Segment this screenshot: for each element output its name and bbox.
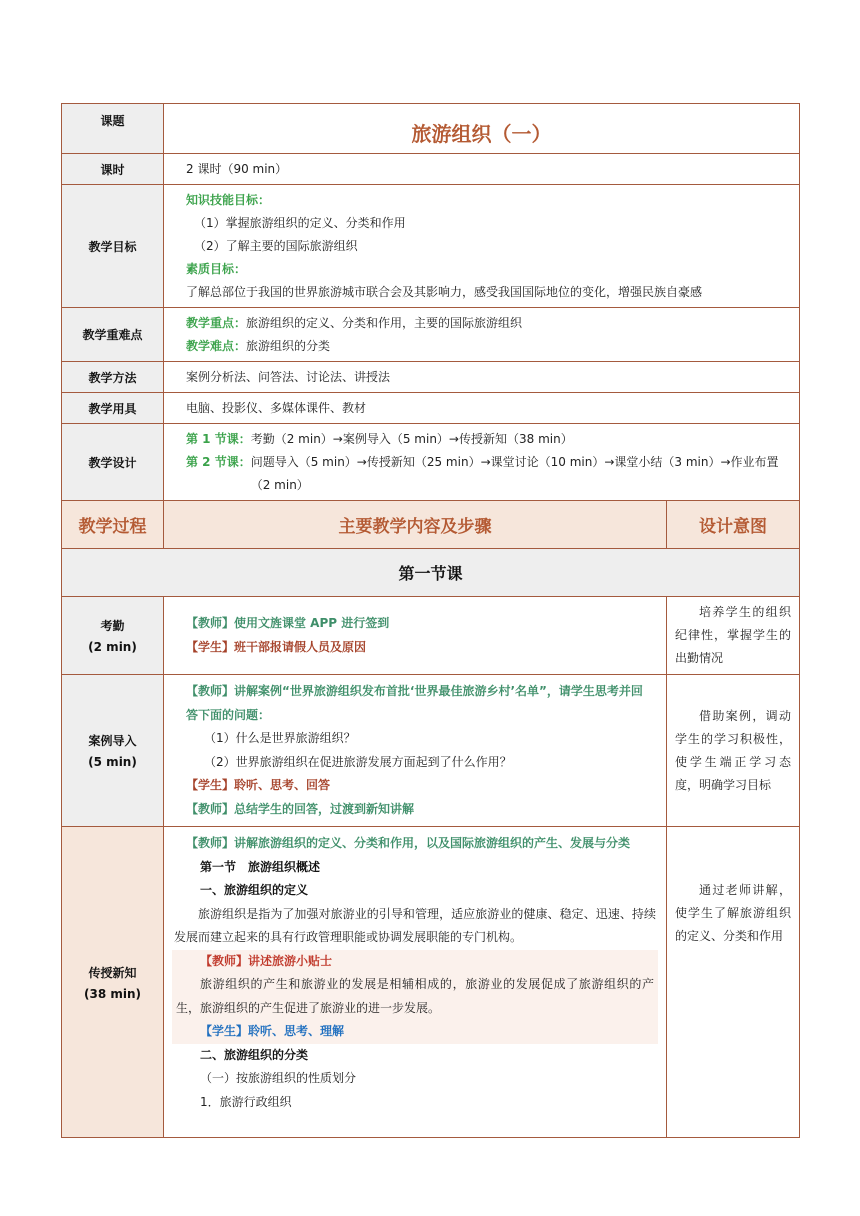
page-title: 旅游组织（一） <box>164 104 800 154</box>
design-content <box>164 424 800 501</box>
case-teacher: 【教师】讲解案例“世界旅游组织发布首批‘世界最佳旅游乡村’名单”，请学生思考并回答下面的问题： <box>186 684 643 722</box>
keypoints-label: 教学重难点 <box>62 308 164 362</box>
topic-label: 课题 <box>62 104 164 154</box>
new-label: 传授新知 <box>88 965 137 980</box>
new-teacher: 【教师】讲解旅游组织的定义、分类和作用，以及国际旅游组织的产生、发展与分类 <box>186 836 631 850</box>
case-q2: （2）世界旅游组织在促进旅游发展方面起到了什么作用？ <box>204 754 512 769</box>
hours-label: 课时 <box>62 154 164 185</box>
lesson2-title: 第 2 节课： <box>186 455 251 469</box>
design-label: 教学设计 <box>62 424 164 501</box>
attendance-time: (2 min) <box>88 640 137 654</box>
tools-value: 电脑、投影仪、多媒体课件、教材 <box>164 393 800 424</box>
attendance-intent: 培养学生的组织纪律性，掌握学生的出勤情况 <box>667 597 800 675</box>
attendance-content <box>164 597 667 675</box>
new-sub1: 一、旅游组织的定义 <box>200 883 309 897</box>
case-student: 【学生】聆听、思考、回答 <box>186 778 331 792</box>
new-definition: 旅游组织是指为了加强对旅游业的引导和管理，适应旅游业的健康、稳定、迅速、持续发展而建立起来的具有行政管理职能或协调发展职能的专门机构。 <box>174 906 656 944</box>
lesson-plan-table <box>61 103 800 1138</box>
lesson-plan <box>61 103 799 1138</box>
attendance-teacher: 【教师】使用文旌课堂 APP 进行签到 <box>186 616 390 630</box>
lesson1-flow: 考勤（2 min）→案例导入（5 min）→传授新知（38 min） <box>250 432 573 446</box>
new-content <box>164 827 667 1138</box>
attendance-label-cell <box>62 597 164 675</box>
case-q1: （1）什么是世界旅游组织？ <box>204 731 356 745</box>
knowledge-title: 知识技能目标： <box>186 193 271 207</box>
column-process: 教学过程 <box>62 501 164 549</box>
difficulty-title: 教学难点： <box>186 339 247 353</box>
methods-value: 案例分析法、问答法、讨论法、讲授法 <box>164 362 800 393</box>
objective-k1: （1）掌握旅游组织的定义、分类和作用 <box>194 216 406 230</box>
section-title: 第一节课 <box>62 549 800 597</box>
new-sub2: 二、旅游组织的分类 <box>200 1047 309 1062</box>
objectives-label: 教学目标 <box>62 185 164 308</box>
hours-value: 2 课时（90 min） <box>164 154 800 185</box>
tools-label: 教学用具 <box>62 393 164 424</box>
case-label: 案例导入 <box>88 734 137 748</box>
tip-box <box>172 950 658 1044</box>
quality-title: 素质目标： <box>186 262 247 276</box>
case-label-cell <box>62 675 164 827</box>
lesson2-flow: 问题导入（5 min）→传授新知（25 min）→课堂讨论（10 min）→课堂小结（3 min）→作业布置（2 min） <box>250 455 779 492</box>
new-label-cell <box>62 827 164 1138</box>
methods-label: 教学方法 <box>62 362 164 393</box>
case-time: (5 min) <box>88 755 137 769</box>
objectives-content <box>164 185 800 308</box>
new-sub2-1: （一）按旅游组织的性质划分 <box>200 1071 357 1085</box>
attendance-student: 【学生】班干部报请假人员及原因 <box>186 639 367 654</box>
case-content <box>164 675 667 827</box>
case-teacher-summary: 【教师】总结学生的回答，过渡到新知讲解 <box>186 801 415 816</box>
key-value: 旅游组织的定义、分类和作用，主要的国际旅游组织 <box>246 316 523 330</box>
case-intent: 借助案例，调动学生的学习积极性，使学生端正学习态度，明确学习目标 <box>667 675 800 827</box>
new-time: (38 min) <box>83 986 141 1001</box>
tip-student: 【学生】聆听、思考、理解 <box>200 1024 345 1038</box>
tip-text: 旅游组织的产生和旅游业的发展是相辅相成的，旅游业的发展促成了旅游组织的产生，旅游组织的产生促进了旅游业的进一步发展。 <box>176 977 654 1015</box>
difficulty-value: 旅游组织的分类 <box>246 339 331 353</box>
new-intent: 通过老师讲解，使学生了解旅游组织的定义、分类和作用 <box>667 827 800 1138</box>
column-intent: 设计意图 <box>667 501 800 549</box>
key-title: 教学重点： <box>186 316 247 330</box>
objective-k2: （2）了解主要的国际旅游组织 <box>194 239 358 253</box>
objective-q1: 了解总部位于我国的世界旅游城市联合会及其影响力，感受我国国际地位的变化，增强民族自豪感 <box>186 285 703 299</box>
keypoints-content <box>164 308 800 362</box>
column-content: 主要教学内容及步骤 <box>164 501 667 549</box>
attendance-label: 考勤 <box>100 619 125 633</box>
new-heading: 第一节 旅游组织概述 <box>200 859 321 874</box>
tip-teacher: 【教师】讲述旅游小贴士 <box>200 953 333 968</box>
lesson1-title: 第 1 节课： <box>186 432 251 446</box>
new-item1: 1．旅游行政组织 <box>200 1094 292 1109</box>
